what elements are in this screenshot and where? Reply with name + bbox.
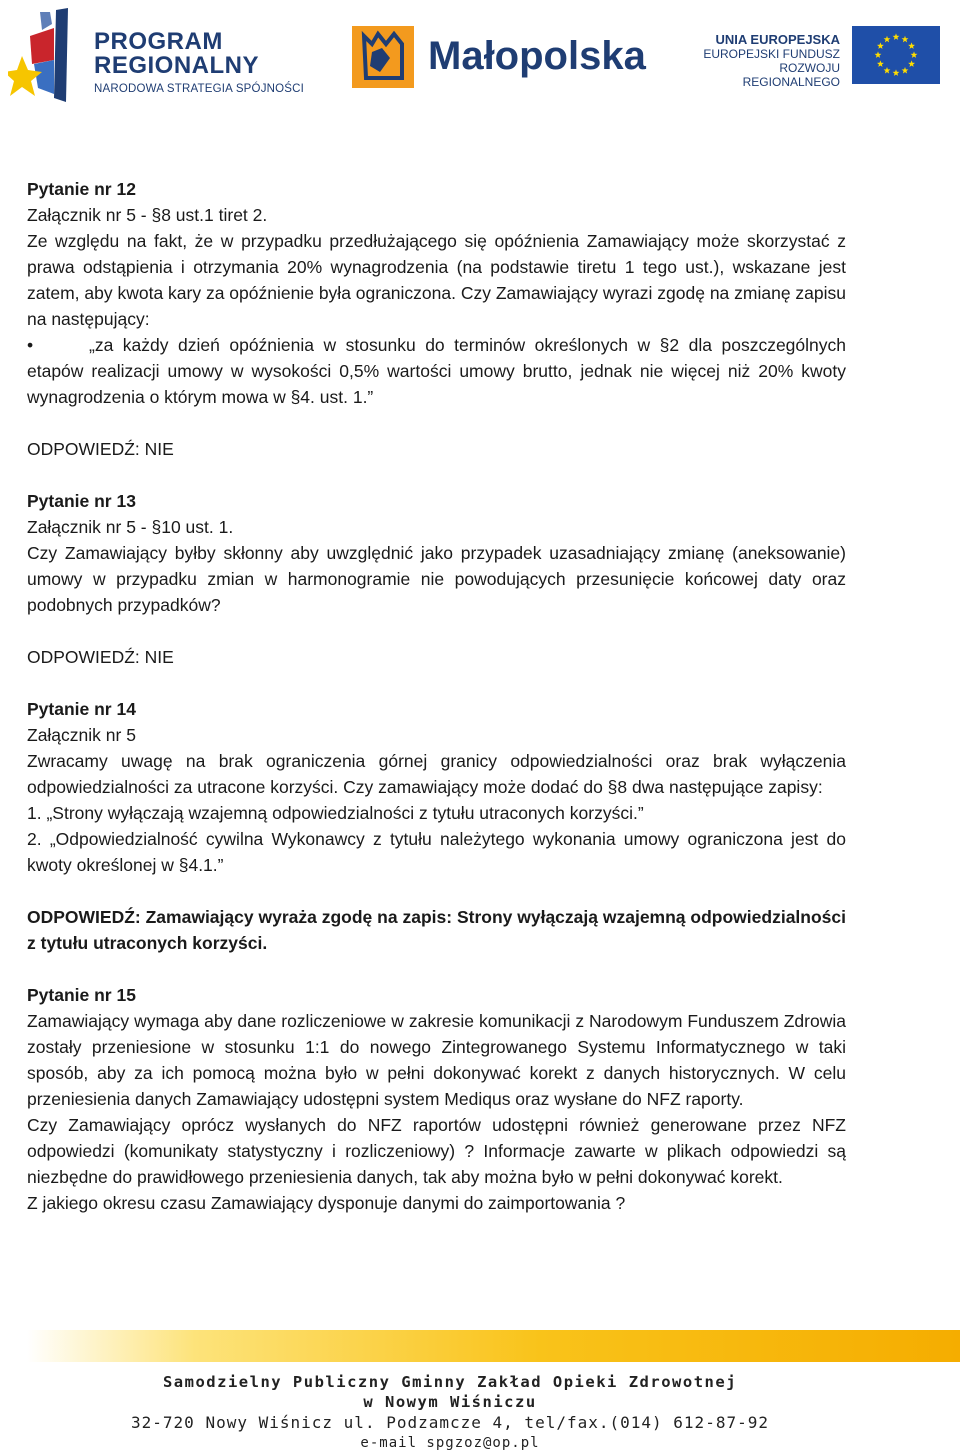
question-14-item-1: 1. „Strony wyłączają wzajemną odpowiedzialności z tytułu utraconych korzyści.”: [27, 803, 644, 823]
question-12-title: Pytanie nr 12: [27, 179, 136, 199]
question-14-title: Pytanie nr 14: [27, 699, 136, 719]
question-15-body-1: Zamawiający wymaga aby dane rozliczeniowe w zakresie komunikacji z Narodowym Funduszem Zdrowia zostały przeniesione w stosunku 1:1 do nowego Zintegrowanego Systemu Informatycznego w taki sposób, aby za ich pomocą można było w pełni dokonywać korekt z danych historycznych. W celu przeniesienia danych Zamawiający udostępni system Mediqus oraz wysłane do NFZ raporty.: [27, 1011, 846, 1109]
question-14-reference: Załącznik nr 5: [27, 725, 136, 745]
eu-star-icon: [911, 51, 918, 58]
question-12-reference: Załącznik nr 5 - §8 ust.1 tiret 2.: [27, 205, 268, 225]
program-logo-line2: REGIONALNY: [94, 52, 260, 79]
document-body: [27, 176, 846, 1216]
malopolska-logo: [352, 26, 652, 88]
page-header: [0, 0, 960, 110]
eu-logo-line1: UNIA EUROPEJSKA: [715, 32, 840, 47]
eu-star-icon: [884, 67, 891, 74]
question-12-body: Ze względu na fakt, że w przypadku przedłużającego się opóźnienia Zamawiający może skorzystać z prawa odstąpienia i otrzymania 20% wynagrodzenia (na podstawie tiretu 1 tego ust.), wskazane jest zatem, aby kwota kary za opóźnienie była ograniczona. Czy Zamawiający wyrazi zgodę na zmianę zapisu na następujący:: [27, 231, 847, 329]
eu-logo-line2: EUROPEJSKI FUNDUSZ: [703, 47, 840, 61]
eu-star-icon: [877, 60, 884, 67]
bullet-icon: •: [27, 335, 34, 355]
footer-address-line: 32-720 Nowy Wiśnicz ul. Podzamcze 4, tel/fax.(014) 612-87-92: [131, 1413, 769, 1432]
question-13-body: Czy Zamawiający byłby skłonny aby uwzględnić jako przypadek uzasadniający zmianę (aneksowanie) umowy w przypadku zmian w harmonogramie nie powodujących przesunięcie końcowej daty oraz podobnych przypadków?: [27, 543, 846, 615]
eu-star-icon: [877, 42, 884, 49]
question-15-body-3: Z jakiego okresu czasu Zamawiający dysponuje danymi do zaimportowania ?: [27, 1193, 626, 1213]
eu-star-icon: [875, 51, 882, 58]
question-15-body-2: Czy Zamawiający oprócz wysłanych do NFZ raportów udostępni również generowane przez NFZ odpowiedzi (komunikaty statystyczny i rozliczeniowy) ? Informacje zawarte w plikach odpowiedzi są niezbędne do prawidłowego przeniesienia danych, tak aby można było w pełni dokonywać korekt.: [27, 1115, 846, 1187]
eu-star-icon: [902, 36, 909, 43]
question-12-answer: ODPOWIEDŹ: NIE: [27, 439, 174, 459]
question-13-reference: Załącznik nr 5 - §10 ust. 1.: [27, 517, 234, 537]
eu-star-icon: [884, 36, 891, 43]
eu-logo: [690, 26, 940, 89]
footer-institution-name: Samodzielny Publiczny Gminny Zakład Opieki Zdrowotnej: [162, 1373, 738, 1391]
question-14-answer: ODPOWIEDŹ: Zamawiający wyraża zgodę na zapis: Strony wyłączają wzajemną odpowiedzialności z tytułu utraconych korzyści.: [27, 907, 846, 953]
eu-logo-line3: ROZWOJU REGIONALNEGO: [742, 61, 840, 89]
question-13-title: Pytanie nr 13: [27, 491, 136, 511]
program-regionalny-emblem-icon: [8, 6, 88, 104]
footer-address: [120, 1372, 780, 1452]
eu-star-icon: [908, 42, 915, 49]
question-15-title: Pytanie nr 15: [27, 985, 136, 1005]
question-13-answer: ODPOWIEDŹ: NIE: [27, 647, 174, 667]
question-14-body: Zwracamy uwagę na brak ograniczenia górnej granicy odpowiedzialności oraz brak wyłączenia odpowiedzialności za utracone korzyści. Czy zamawiający może dodać do §8 dwa następujące zapisy:: [27, 751, 846, 797]
question-14-item-2: 2. „Odpowiedzialność cywilna Wykonawcy z tytułu należytego wykonania umowy ograniczona jest do kwoty określonej w §4.1.”: [27, 829, 846, 875]
footer-institution-town: w Nowym Wiśniczu: [363, 1393, 537, 1411]
footer-email: e-mail spgzoz@op.pl: [360, 1435, 540, 1451]
program-regionalny-logo: [8, 6, 308, 104]
malopolska-wordmark: Małopolska: [428, 34, 646, 78]
eu-star-icon: [893, 69, 900, 76]
malopolska-badge-icon: [352, 26, 414, 88]
eu-star-icon: [893, 33, 900, 40]
program-logo-line3: NARODOWA STRATEGIA SPÓJNOŚCI: [94, 83, 305, 95]
eu-star-icon: [902, 67, 909, 74]
question-12-bullet-text: „za każdy dzień opóźnienia w stosunku do terminów określonych w §2 dla poszczególnych etapów realizacji umowy w wysokości 0,5% wartości umowy brutto, jednak nie więcej niż 20% kwoty wynagrodzenia o którym mowa w §4. ust. 1.”: [27, 335, 846, 407]
eu-flag-icon: [852, 26, 940, 84]
program-logo-line1: PROGRAM: [94, 28, 223, 55]
footer-gradient-bar: [27, 1330, 960, 1362]
eu-star-icon: [908, 60, 915, 67]
